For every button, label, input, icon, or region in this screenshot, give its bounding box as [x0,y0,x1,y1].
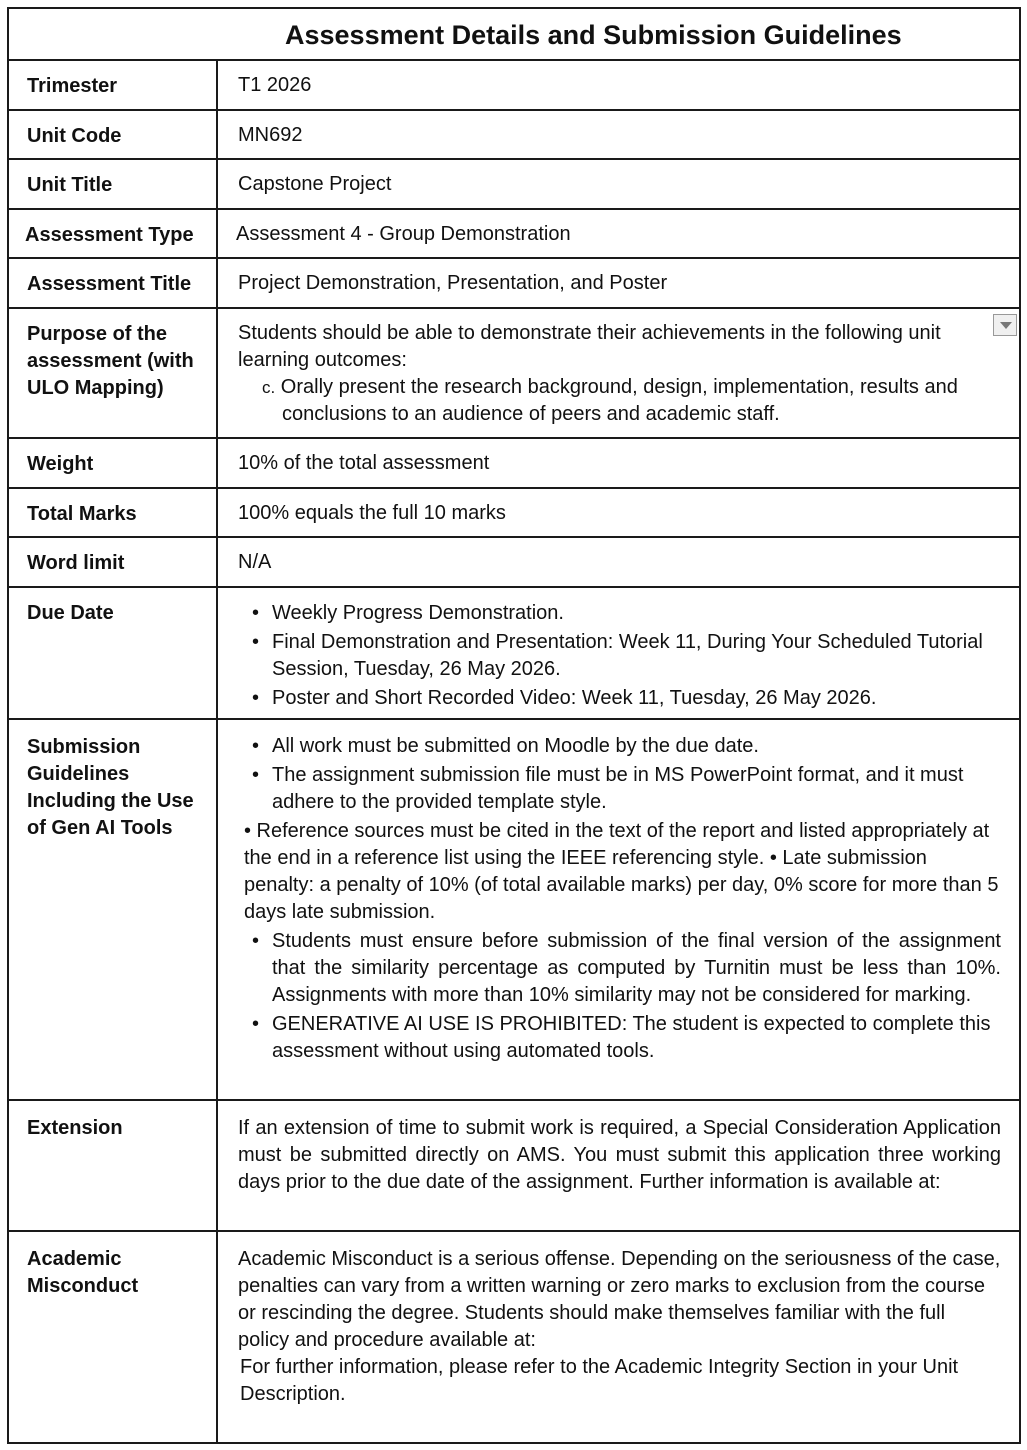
row-value: Capstone Project [238,173,392,195]
row-value [218,309,1019,428]
bullet-icon: • [252,1013,260,1035]
row-value: Assessment 4 - Group Demonstration [236,223,571,245]
row-due-date [9,588,1019,720]
row-value [218,720,1019,1065]
row-label: Extension [9,1101,218,1230]
row-value: MN692 [238,124,303,146]
list-item: • All work must be submitted on Moodle by the due date. [238,733,1001,760]
misconduct-paragraph: Academic Misconduct is a serious offense. Depending on the seriousness of the case, penalties can vary from a written warning or zero marks to exclusion from the course or rescinding the degree. Students should make themselves familiar with the full policy and procedure available at: [238,1248,1001,1351]
row-value: N/A [238,551,272,573]
row-label: Submission Guidelines Including the Use of Gen AI Tools [9,720,218,1099]
page-title: Assessment Details and Submission Guidelines [9,9,1019,61]
row-label: Weight [9,439,218,487]
row-label: Assessment Title [9,259,218,307]
row-value: 100% equals the full 10 marks [238,502,506,524]
list-item: • Final Demonstration and Presentation: Week 11, During Your Scheduled Tutorial Session, Tuesday, 26 May 2026. [252,631,983,680]
row-label: Unit Code [9,111,218,158]
list-item: • GENERATIVE AI USE IS PROHIBITED: The student is expected to complete this assessment without using automated tools. [252,1013,991,1062]
row-weight [9,439,1019,489]
row-purpose [9,309,1019,439]
bullet-icon: • [252,735,260,757]
row-submission-guidelines [9,720,1019,1101]
list-item: • The assignment submission file must be in MS PowerPoint format, and it must adhere to the provided template style. [252,764,964,813]
row-unit-title [9,160,1019,210]
row-label: Academic Misconduct [9,1232,218,1442]
list-marker: c. [262,378,276,397]
row-value: If an extension of time to submit work is required, a Special Consideration Application must be submitted directly on AMS. You must submit this application three working days prior to the due date of the assignment. Further information is available at: [238,1117,1001,1193]
dropdown-toggle-icon[interactable] [993,314,1017,336]
purpose-intro: Students should be able to demonstrate their achievements in the following unit learning outcomes: [238,322,941,371]
row-academic-misconduct [9,1232,1019,1442]
list-item: • Students must ensure before submission of the final version of the assignment that the similarity percentage as computed by Turnitin must be less than 10%. Assignments with more than 10% similarity may not be considered for marking. [252,930,1001,1006]
row-value [218,588,1019,712]
bullet-icon: • [252,631,260,653]
bullet-icon: • [252,602,260,624]
row-label: Assessment Type [9,210,218,257]
row-label: Word limit [9,538,218,586]
row-value: 10% of the total assessment [238,452,490,474]
row-label: Purpose of the assessment (with ULO Mapping) [9,309,218,437]
list-item: • Poster and Short Recorded Video: Week 11, Tuesday, 26 May 2026. [238,685,1001,712]
ulo-text: Orally present the research background, design, implementation, results and conclusions to an audience of peers and academic staff. [280,376,958,425]
list-item: • Weekly Progress Demonstration. [238,600,1001,627]
row-unit-code [9,111,1019,160]
row-trimester [9,61,1019,111]
row-extension [9,1101,1019,1232]
row-value: T1 2026 [238,74,312,96]
row-assessment-title [9,259,1019,309]
misconduct-paragraph: For further information, please refer to the Academic Integrity Section in your Unit Description. [240,1356,959,1405]
row-label: Unit Title [9,160,218,208]
row-label: Total Marks [9,489,218,536]
row-label: Due Date [9,588,218,718]
row-word-limit [9,538,1019,588]
bullet-icon: • [252,930,260,952]
assessment-details-table [7,7,1021,1444]
list-item: • Reference sources must be cited in the text of the report and listed appropriately at the end in a reference list using the IEEE referencing style. • Late submission penalty: a penalty of 10% (of total available marks) per day, 0% score for more than 5 days late submission. [244,820,999,923]
purpose-ulo-item [238,374,1003,428]
row-assessment-type [9,210,1019,259]
row-value: Project Demonstration, Presentation, and Poster [238,272,668,294]
row-value [218,1232,1019,1408]
row-total-marks [9,489,1019,538]
row-label: Trimester [9,61,218,109]
bullet-icon: • [252,764,260,786]
bullet-icon: • [252,687,260,709]
